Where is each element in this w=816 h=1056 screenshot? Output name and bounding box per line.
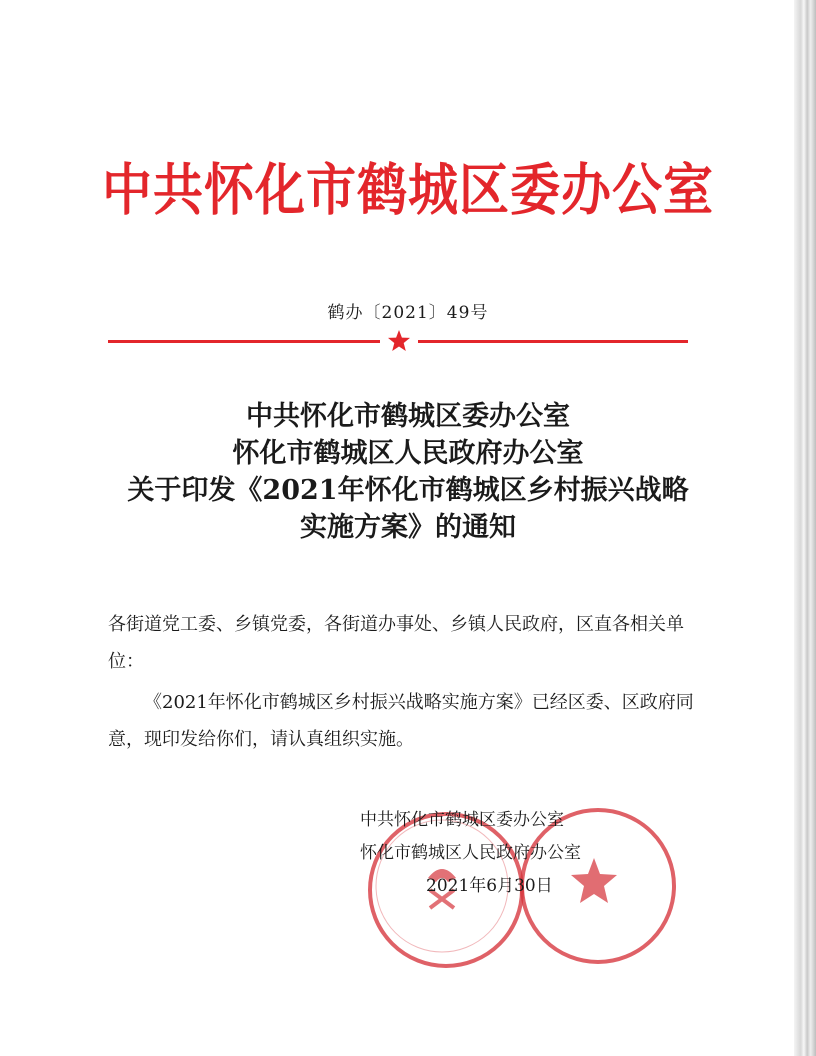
signature-issuer-2: 怀化市鹤城区人民政府办公室	[360, 843, 581, 863]
salutation: 各街道党工委、乡镇党委，各街道办事处、乡镇人民政府，区直各相关单位：	[108, 614, 684, 672]
star-icon	[387, 329, 411, 353]
document-number: 鹤办〔2021〕49号	[327, 303, 489, 323]
document-title	[0, 398, 816, 546]
signature-issuer-1: 中共怀化市鹤城区委办公室	[360, 810, 564, 830]
masthead: 中共怀化市鹤城区委办公室	[102, 158, 714, 223]
signature-block	[360, 804, 581, 903]
title-line: 怀化市鹤城区人民政府办公室	[232, 438, 584, 469]
body-paragraph-text: 《2021年怀化市鹤城区乡村振兴战略实施方案》已经区委、区政府同意，现印发给你们，请认真组织实施。	[108, 692, 694, 750]
red-separator-right	[418, 340, 688, 343]
signature-date: 2021年6月30日	[426, 876, 553, 896]
red-separator-left	[108, 340, 380, 343]
title-line: 关于印发《2021年怀化市鹤城区乡村振兴战略	[127, 475, 689, 506]
title-line: 实施方案》的通知	[300, 512, 516, 543]
title-line: 中共怀化市鹤城区委办公室	[246, 401, 570, 432]
body-paragraph	[108, 684, 700, 758]
